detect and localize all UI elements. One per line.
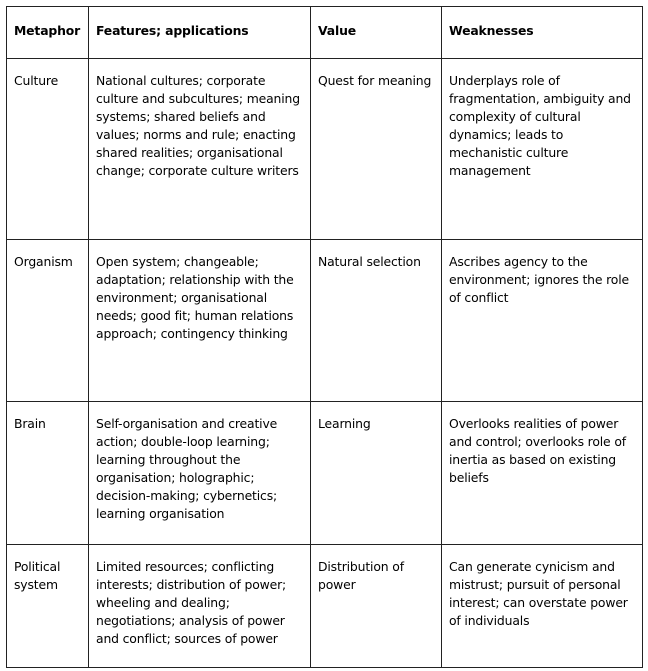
cell-value: Quest for meaning bbox=[311, 59, 442, 240]
cell-features: Limited resources; conflicting interests; distribution of power; wheeling and dealing; negotiations; analysis of power and conflict; sources of power bbox=[89, 545, 311, 668]
cell-value: Natural selection bbox=[311, 240, 442, 402]
cell-features: Self-organisation and creative action; double-loop learning; learning throughout the organisation; holographic; decision-making; cybernetics; learning organisation bbox=[89, 402, 311, 545]
metaphor-table bbox=[6, 6, 643, 668]
cell-weaknesses: Overlooks realities of power and control; overlooks role of inertia as based on existing beliefs bbox=[442, 402, 643, 545]
cell-features: Open system; changeable; adaptation; relationship with the environment; organisational needs; good fit; human relations approach; contingency thinking bbox=[89, 240, 311, 402]
header-value: Value bbox=[311, 7, 442, 59]
table-row bbox=[7, 545, 643, 668]
table-row bbox=[7, 240, 643, 402]
table-row bbox=[7, 59, 643, 240]
cell-metaphor: Organism bbox=[7, 240, 89, 402]
table-header-row bbox=[7, 7, 643, 59]
cell-weaknesses: Ascribes agency to the environment; ignores the role of conflict bbox=[442, 240, 643, 402]
cell-value: Distribution of power bbox=[311, 545, 442, 668]
cell-metaphor: Political system bbox=[7, 545, 89, 668]
header-metaphor: Metaphor bbox=[7, 7, 89, 59]
header-weaknesses: Weaknesses bbox=[442, 7, 643, 59]
cell-metaphor: Brain bbox=[7, 402, 89, 545]
cell-metaphor: Culture bbox=[7, 59, 89, 240]
header-features: Features; applications bbox=[89, 7, 311, 59]
table-row bbox=[7, 402, 643, 545]
cell-weaknesses: Underplays role of fragmentation, ambiguity and complexity of cultural dynamics; leads to mechanistic culture management bbox=[442, 59, 643, 240]
cell-weaknesses: Can generate cynicism and mistrust; pursuit of personal interest; can overstate power of individuals bbox=[442, 545, 643, 668]
cell-value: Learning bbox=[311, 402, 442, 545]
cell-features: National cultures; corporate culture and subcultures; meaning systems; shared beliefs and values; norms and rule; enacting shared realities; organisational change; corporate culture writers bbox=[89, 59, 311, 240]
